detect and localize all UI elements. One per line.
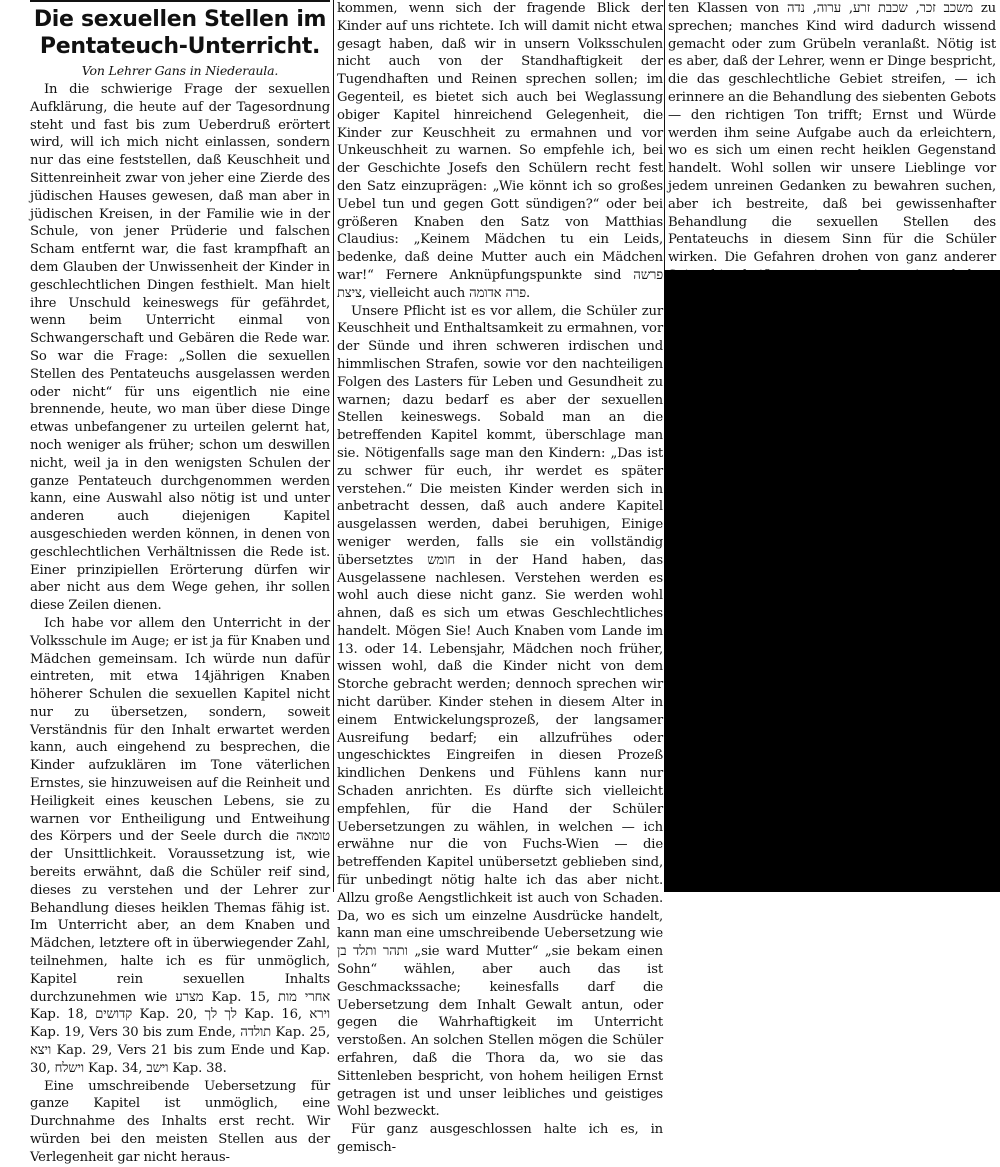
column-1 — [30, 0, 331, 1165]
blank-black-area — [664, 270, 1000, 892]
paragraph: Eine umschreibende Uebersetzung für ganze Kapitel ist unmöglich, eine Durchnahme des Inhalts erst recht. Wir würden bei den meisten Stellen aus der Verlegenheit gar nicht heraus- — [30, 1078, 330, 1165]
title-line-2: Pentateuch-Unterricht. — [39, 34, 321, 59]
paragraph: ten Klassen von משכב זכר, שכבת זרע, ערוה, נדה zu sprechen; manches Kind wird dadurch wissend gemacht oder zum Grübeln veranlaßt. Nötig ist es aber, daß der Lehrer, wenn er Dinge bespricht, die das geschlechtliche Gebiet streifen, — ich erinnere an die Behandlung des siebenten Gebots — den richtigen Ton trifft; Ernst und Würde werden ihm seine Aufgabe auch da erleichtern, wo es sich um einen recht heiklen Gegenstand handelt. Wohl sollen wir unsere Lieblinge vor jedem unreinen Gedanken zu bewahren suchen, aber ich bestreite, daß bei gewissenhafter Behandlung die sexuellen Stellen des Pentateuchs in diesem Sinn für die Schüler wirken. Die Gefahren drohen von ganz anderer — [668, 1, 996, 266]
paragraph: kommen, wenn sich der fragende Blick der Kinder auf uns richtete. Ich will damit nicht etwa gesagt haben, daß wir in unsern Volksschulen nicht auch von der Standhaftigkeit der Tugendhaften und Reinen sprechen sollen; im Gegenteil, es bietet sich auch bei Weglassung obiger Kapitel hinreichend Gelegenheit, die Kinder zur Keuschheit zu ermahnen und vor Unkeuschheit zu warnen. So empfehle ich, bei der Geschichte Josefs den Schülern recht fest den Satz einzuprägen: „Wie könnt ich so großes Uebel tun und gegen Gott sündigen?“ oder bei größeren Knaben den Satz von Matthias Claudius: „Keinem Mädchen tu ein Leids, bedenke, daß deine Mutter auch ein Mädchen war!“ Fernere Anknüpfungspunkte sind פרשה ציצת, vielleicht auch פרה אדומה. — [337, 1, 663, 301]
byline: Von Lehrer Gans in Niederaula. — [81, 63, 279, 78]
article-title — [30, 6, 330, 60]
column-2 — [337, 0, 663, 1155]
column-3 — [668, 0, 996, 268]
column-divider — [333, 0, 334, 892]
paragraph: Unsere Pflicht ist es vor allem, die Schüler zur Keuschheit und Enthaltsamkeit zu ermahnen, vor der Sünde und ihren schweren irdischen und himmlischen Strafen, sowie vor den nachteiligen Folgen des Lasters für Leben und Gesundheit zu warnen; dazu bedarf es aber der sexuellen Stellen keineswegs. Sobald man an die betreffenden Kapitel kommt, überschlage man sie. Nötigenfalls sage man den Kindern: „Das ist zu schwer für euch, ihr werdet es später verstehen.“ Die meisten Kinder werden sich in anbetracht dessen, daß auch andere Kapitel ausgelassen werden, dabei beruhigen, Einige weniger werden, falls sie ein vollständig übersetztes חומש in der Hand haben, das Ausgelassene nachlesen. Verstehen werden es wohl auch diese nicht ganz. Sie werden wohl ahnen, daß es sich um etwas Geschlechtliches handelt. Mögen Sie! Auch Knaben vom Lande im 13. oder 14. Lebensjahr, Mädchen noch früher, wissen wohl, daß die Kinder nicht von dem Storche gebracht werden; dennoch sprechen wir nicht darüber. Kinder stehen in diesem Alter in einem Entwickelungsprozeß, der langsamer Ausreifung bedarf; ein allzufrühes oder ungeschicktes Eingreifen in diesen Prozeß kindlichen Denkens und Fühlens kann nur Schaden anrichten. Es dürfte sich vielleicht empfehlen, für die Hand der Schüler Uebersetzungen zu wählen, in welchen — ich erwähne nur die von Fuchs-Wien — die betreffenden Kapitel unübersetzt geblieben sind, für unbedingt nötig halte ich das aber nicht. Allzu große Aengstlichkeit ist auch von Schaden. Da, wo es sich um einzelne Ausdrücke handelt, kann man eine umschreibende Uebersetzung wie ותהר ותלד בן „sie ward Mutter“ „sie bekam einen Sohn“ wählen, aber auch das ist Geschmackssache; keinesfalls darf die Uebersetzung dem Inhalt Gewalt antun, oder gegen die Wahrhaftigkeit im Unterricht verstoßen. An solchen Stellen mögen die Schüler erfahren, daß die Thora da, wo sie das Sittenleben bespricht, von hohem heiligen Ernst getragen ist und unser leibliches und geistiges Wohl bezweckt. — [337, 303, 663, 1120]
paragraph: Ich habe vor allem den Unterricht in der Volksschule im Auge; er ist ja für Knaben und Mädchen gemeinsam. Ich würde nun dafür eintreten, mit etwa 14jährigen Knaben höherer Schulen die sexuellen Kapitel nicht nur zu übersetzen, sondern, soweit Verständnis für den Inhalt erwartet werden kann, auch eingehend zu besprechen, die Kinder aufzuklären im Tone väterlichen Ernstes, sie hinzuweisen auf die Reinheit und Heiligkeit eines keuschen Lebens, sie zu warnen vor Entheiligung und Entweihung des Körpers und der Seele durch die טומאה der Unsittlichkeit. Voraussetzung ist, wie bereits erwähnt, daß die Schüler reif sind, dieses zu verstehen und der Lehrer zur Behandlung dieses heiklen Themas fähig ist. Im Unterricht aber, an dem Knaben und Mädchen, letztere oft in überwiegender Zahl, teilnehmen, halte ich es für unmöglich, Kapitel rein sexuellen Inhalts durchzunehmen wie מצרע Kap. 15, אחרי מות Kap. 18, קדושים Kap. 20, לך לך Kap. 16, וירא Kap. 19, Vers 30 bis zum Ende, תולדה Kap. 25, ויצא Kap. 29, Vers 21 bis zum Ende und Kap. 30, וישלח Kap. 34, וישב Kap. 38. — [30, 615, 331, 1076]
top-rule — [30, 0, 330, 2]
paragraph: In die schwierige Frage der sexuellen Aufklärung, die heute auf der Tagesordnung steht und fast bis zum Ueberdruß erörtert wird, will ich mich nicht einlassen, sondern nur das eine feststellen, daß Keuschheit und Sittenreinheit zwar von jeher eine Zierde des jüdischen Hauses gewesen, daß man aber in jüdischen Kreisen, in der Familie wie in der Schule, von jener Prüderie und falschen Scham entfernt war, die fast krampfhaft an dem Glauben der Unwissenheit der Kinder in geschlechtlichen Dingen festhielt. Man hielt ihre Unschuld keineswegs für gefährdet, wenn beim Unterricht einmal von Schwangerschaft und Gebären die Rede war. So war die Frage: „Sollen die sexuellen Stellen des Pentateuchs ausgelassen werden oder nicht“ für uns eigentlich nie eine brennende, heute, wo man über diese Dinge etwas unbefangener zu urteilen gelernt hat, noch weniger als früher; schon um deswillen nicht, weil ja in den wenigsten Schulen der ganze Pentateuch durchgenommen werden kann, eine Auswahl also nötig ist und unter anderen auch diejenigen Kapitel ausgeschieden werden können, in denen von geschlechtlichen Verhältnissen die Rede ist. Einer prinzipiellen Erörterung dürfen wir aber nicht aus dem Wege gehen, ihr sollen diese Zeilen dienen. — [30, 82, 330, 614]
title-line-1: Die sexuellen Stellen im — [33, 7, 327, 32]
paragraph: Für ganz ausgeschlossen halte ich es, in gemisch- — [337, 1122, 663, 1155]
